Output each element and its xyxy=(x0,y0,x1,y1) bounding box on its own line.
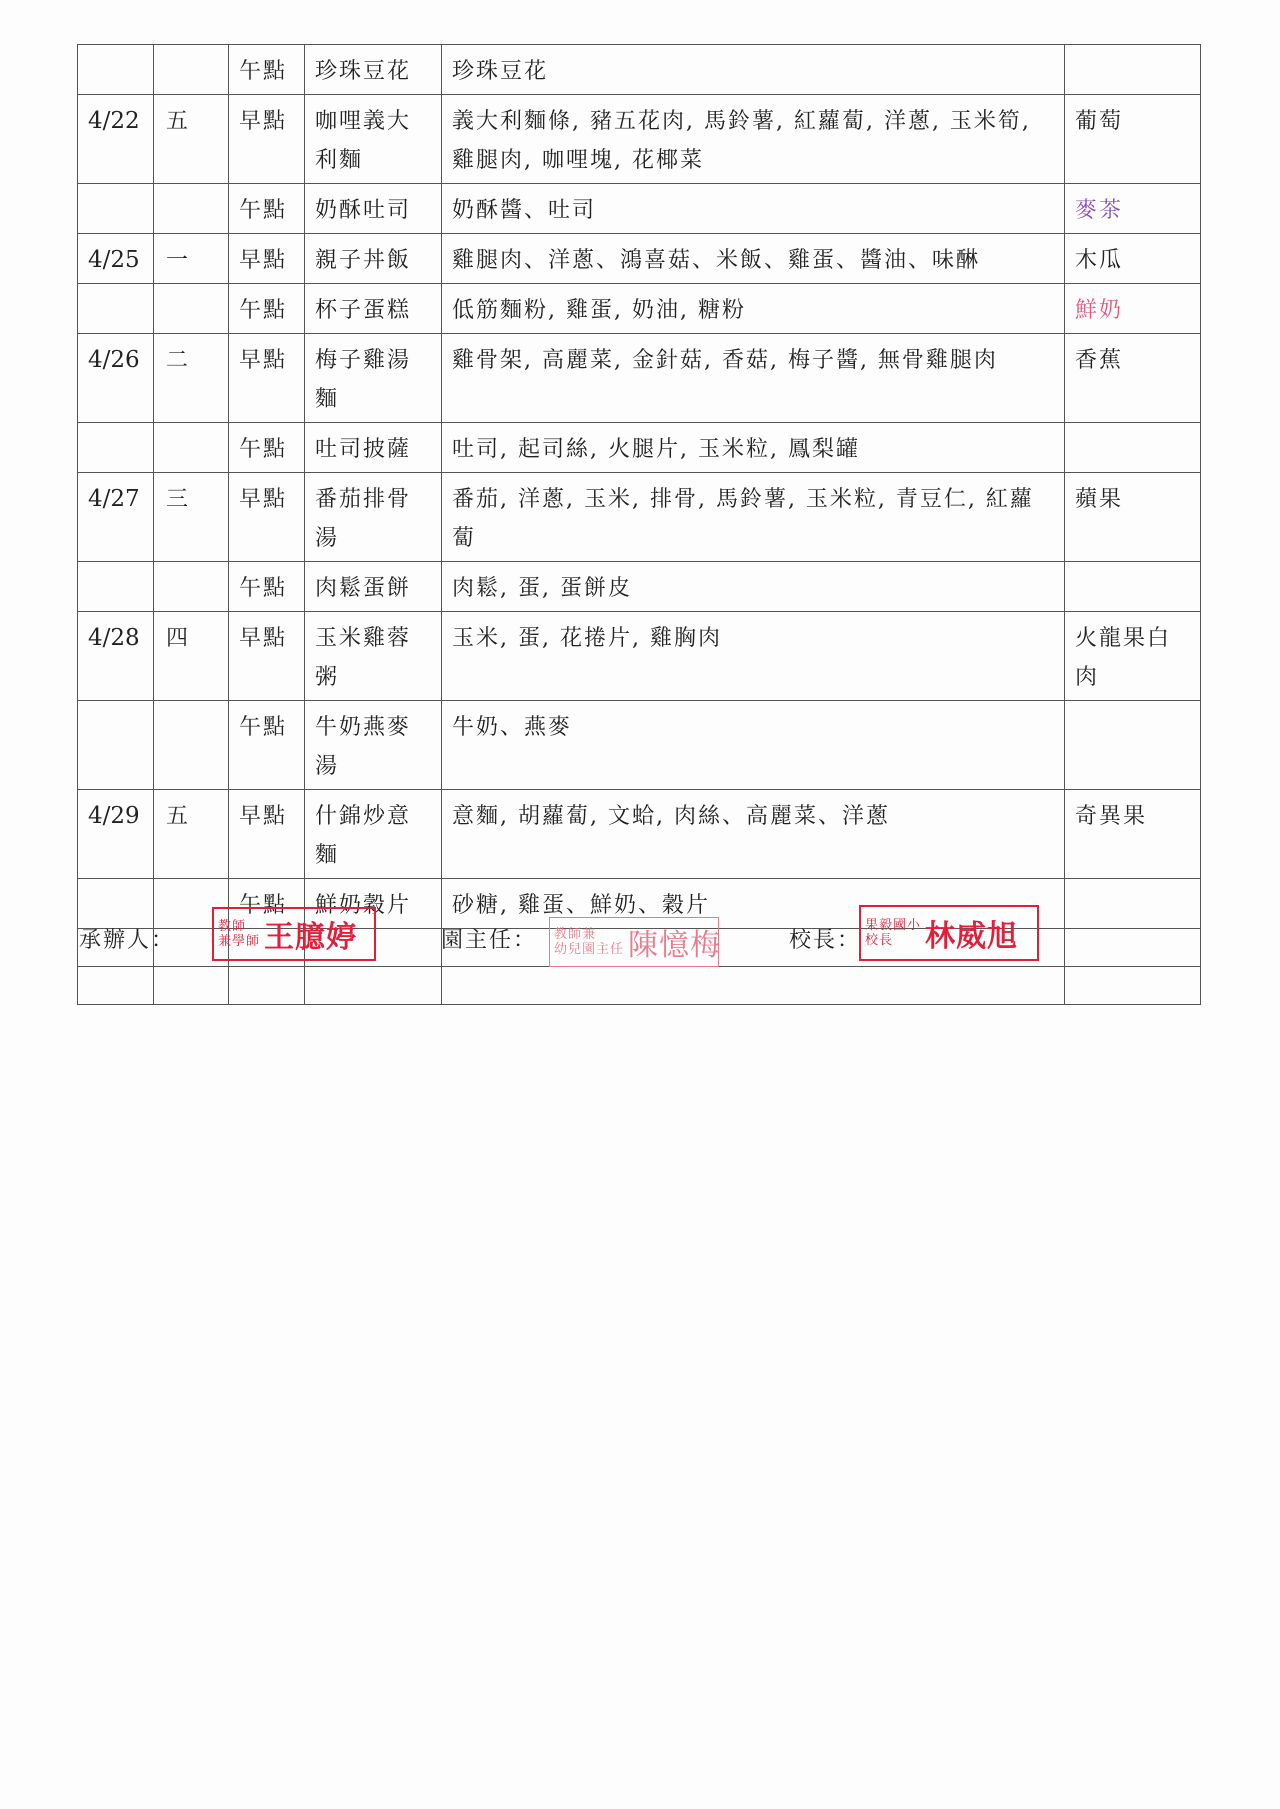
fruit-cell: 鮮奶 xyxy=(1065,284,1201,334)
dish-name-cell: 吐司披薩 xyxy=(305,423,442,473)
meal-type-cell: 午點 xyxy=(229,184,305,234)
ingredients-cell: 雞骨架, 高麗菜, 金針菇, 香菇, 梅子醬, 無骨雞腿肉 xyxy=(442,334,1065,423)
principal-label: 校長： xyxy=(789,928,862,953)
weekday-cell: 五 xyxy=(154,790,229,879)
date-cell: 4/22 xyxy=(78,95,154,184)
table-row xyxy=(78,334,1201,423)
table-row xyxy=(78,701,1201,790)
ingredients-cell: 低筋麵粉, 雞蛋, 奶油, 糖粉 xyxy=(442,284,1065,334)
dish-name-cell: 玉米雞蓉粥 xyxy=(305,612,442,701)
meal-type-cell: 午點 xyxy=(229,562,305,612)
handler-seal-name: 王臆婷 xyxy=(264,920,358,955)
dish-name-cell: 珍珠豆花 xyxy=(305,45,442,95)
fruit-cell: 麥茶 xyxy=(1065,184,1201,234)
ingredients-cell: 番茄, 洋蔥, 玉米, 排骨, 馬鈴薯, 玉米粒, 青豆仁, 紅蘿蔔 xyxy=(442,473,1065,562)
dish-name-cell: 什錦炒意麵 xyxy=(305,790,442,879)
weekday-cell: 二 xyxy=(154,334,229,423)
table-row xyxy=(78,95,1201,184)
ingredients-cell: 牛奶、燕麥 xyxy=(442,701,1065,790)
fruit-cell xyxy=(1065,562,1201,612)
date-cell xyxy=(78,423,154,473)
date-cell: 4/28 xyxy=(78,612,154,701)
meal-type-cell: 早點 xyxy=(229,473,305,562)
weekday-cell: 一 xyxy=(154,234,229,284)
handler-seal-title xyxy=(218,919,260,949)
meal-type-cell: 午點 xyxy=(229,284,305,334)
date-cell xyxy=(78,701,154,790)
meal-type-cell: 午點 xyxy=(229,423,305,473)
table-row xyxy=(78,284,1201,334)
handler-seal-title-bottom: 兼學師 xyxy=(218,934,261,949)
meal-type-cell: 早點 xyxy=(229,95,305,184)
meal-type-cell: 早點 xyxy=(229,334,305,423)
meal-type-cell: 午點 xyxy=(229,701,305,790)
meal-type-cell: 午點 xyxy=(229,879,305,929)
date-cell: 4/25 xyxy=(78,234,154,284)
weekday-cell: 四 xyxy=(154,612,229,701)
table-row xyxy=(78,423,1201,473)
date-cell xyxy=(78,284,154,334)
principal-seal-name: 林威旭 xyxy=(925,919,1019,954)
date-cell xyxy=(78,562,154,612)
table-row xyxy=(78,184,1201,234)
table-row xyxy=(78,612,1201,701)
ingredients-cell: 砂糖, 雞蛋、鮮奶、穀片 xyxy=(442,879,1065,929)
weekday-cell xyxy=(154,562,229,612)
director-seal-title-bottom: 幼兒園主任 xyxy=(554,942,625,957)
dish-name-cell: 鮮奶穀片 xyxy=(305,879,442,929)
weekday-cell xyxy=(154,701,229,790)
director-label: 園主任： xyxy=(441,928,538,953)
weekday-cell xyxy=(154,184,229,234)
fruit-cell: 香蕉 xyxy=(1065,334,1201,423)
fruit-cell: 葡萄 xyxy=(1065,95,1201,184)
dish-name-cell: 梅子雞湯麵 xyxy=(305,334,442,423)
meal-type-cell: 午點 xyxy=(229,45,305,95)
date-cell xyxy=(78,45,154,95)
weekday-cell xyxy=(154,284,229,334)
table-row xyxy=(78,473,1201,562)
table-row xyxy=(78,45,1201,95)
dish-name-cell: 親子丼飯 xyxy=(305,234,442,284)
dish-name-cell: 奶酥吐司 xyxy=(305,184,442,234)
weekday-cell xyxy=(154,423,229,473)
director-seal-title-top: 教師兼 xyxy=(554,927,597,942)
signature-row xyxy=(0,905,1280,985)
meal-type-cell: 早點 xyxy=(229,790,305,879)
date-cell: 4/27 xyxy=(78,473,154,562)
menu-table xyxy=(77,44,1201,1005)
fruit-cell: 木瓜 xyxy=(1065,234,1201,284)
dish-name-cell: 咖哩義大利麵 xyxy=(305,95,442,184)
ingredients-cell: 玉米, 蛋, 花捲片, 雞胸肉 xyxy=(442,612,1065,701)
table-row xyxy=(78,790,1201,879)
dish-name-cell: 肉鬆蛋餅 xyxy=(305,562,442,612)
director-seal xyxy=(549,917,722,967)
fruit-cell xyxy=(1065,701,1201,790)
dish-name-cell: 番茄排骨湯 xyxy=(305,473,442,562)
ingredients-cell: 奶酥醬、吐司 xyxy=(442,184,1065,234)
table-row xyxy=(78,562,1201,612)
weekday-cell: 五 xyxy=(154,95,229,184)
weekday-cell: 三 xyxy=(154,473,229,562)
meal-type-cell: 早點 xyxy=(229,612,305,701)
ingredients-cell: 雞腿肉、洋蔥、鴻喜菇、米飯、雞蛋、醬油、味醂 xyxy=(442,234,1065,284)
date-cell xyxy=(78,184,154,234)
ingredients-cell: 義大利麵條, 豬五花肉, 馬鈴薯, 紅蘿蔔, 洋蔥, 玉米筍, 雞腿肉, 咖哩塊, 花椰菜 xyxy=(442,95,1065,184)
table-row xyxy=(78,234,1201,284)
date-cell: 4/26 xyxy=(78,334,154,423)
dish-name-cell: 杯子蛋糕 xyxy=(305,284,442,334)
fruit-cell: 火龍果白肉 xyxy=(1065,612,1201,701)
ingredients-cell: 珍珠豆花 xyxy=(442,45,1065,95)
meal-type-cell: 早點 xyxy=(229,234,305,284)
fruit-cell xyxy=(1065,423,1201,473)
director-seal-name: 陳憶梅 xyxy=(628,928,722,963)
date-cell: 4/29 xyxy=(78,790,154,879)
ingredients-cell: 吐司, 起司絲, 火腿片, 玉米粒, 鳳梨罐 xyxy=(442,423,1065,473)
menu-table-body xyxy=(78,45,1201,1005)
fruit-cell: 蘋果 xyxy=(1065,473,1201,562)
principal-seal xyxy=(859,905,1039,961)
principal-seal-title-bottom: 校長 xyxy=(865,933,894,948)
ingredients-cell: 肉鬆, 蛋, 蛋餅皮 xyxy=(442,562,1065,612)
principal-seal-title xyxy=(865,918,921,948)
handler-seal-title-top: 教師 xyxy=(218,919,247,934)
ingredients-cell: 意麵, 胡蘿蔔, 文蛤, 肉絲、高麗菜、洋蔥 xyxy=(442,790,1065,879)
principal-seal-title-top: 果毅國小 xyxy=(865,918,922,933)
weekday-cell xyxy=(154,45,229,95)
fruit-cell: 奇異果 xyxy=(1065,790,1201,879)
handler-label: 承辦人： xyxy=(79,928,176,953)
dish-name-cell: 牛奶燕麥湯 xyxy=(305,701,442,790)
handler-seal xyxy=(212,907,376,961)
fruit-cell xyxy=(1065,45,1201,95)
director-seal-title xyxy=(554,927,624,957)
